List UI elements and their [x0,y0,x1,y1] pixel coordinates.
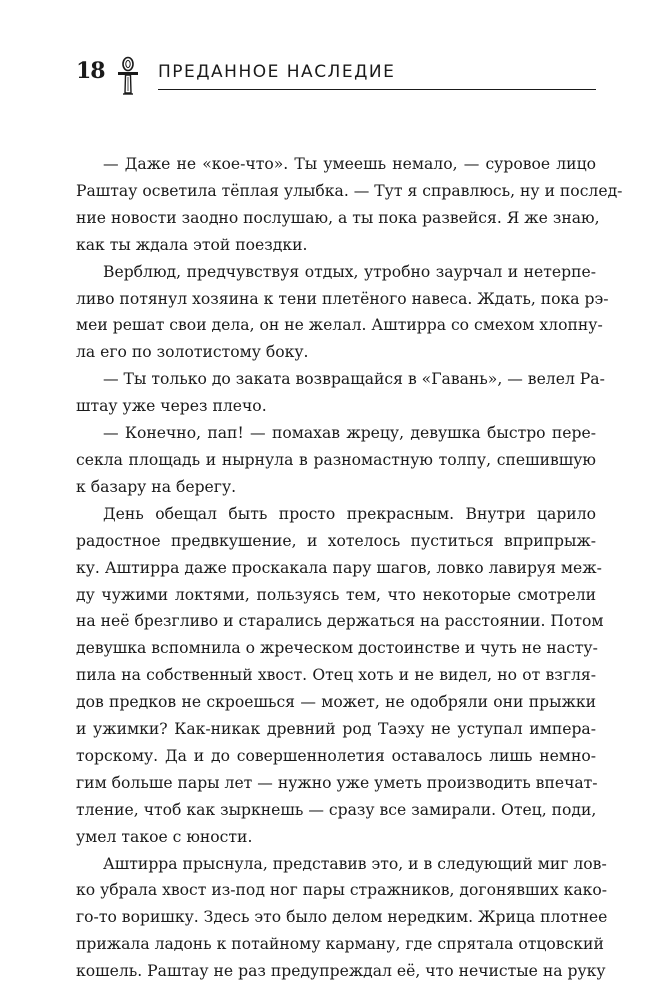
book-title: ПРЕДАННОЕ НАСЛЕДИЕ [158,62,396,82]
page-number: 18 [76,58,105,84]
paragraph [76,851,608,986]
text-line: ние новости заодно послушаю, а ты пока развейся. Я же знаю, [76,208,600,227]
text-line: на неё брезгливо и старались держаться на расстоянии. Потом [76,612,604,631]
text-line: и ужимки? Как-никак древний род Таэху не уступал импера- [76,720,596,739]
text-line: — Даже не «кое-что». Ты умеешь немало, — суровое лицо [103,155,596,173]
paragraph [76,501,604,851]
paragraph [76,151,623,259]
text-line: радостное предвкушение, и хотелось пуститься вприпрыж- [76,531,596,550]
text-line: тление, чтоб как зыркнешь — сразу все замирали. Отец, поди, [76,800,597,819]
paragraph [76,420,596,501]
text-line: секла площадь и нырнула в разномастную толпу, спешившую [76,450,596,469]
text-line: ко убрала хвост из-под ног пары стражников, догонявших како- [76,881,608,900]
text-line: девушка вспомнила о жреческом достоинстве и чуть не насту- [76,639,598,658]
text-line: пила на собственный хвост. Отец хоть и не видел, но от взгля- [76,666,596,685]
text-line: умел такое с юности. [76,827,253,846]
text-line: го-то воришку. Здесь это было делом нередким. Жрица плотнее [76,908,608,927]
text-line: Аштирра прыснула, представив это, и в следующий миг лов- [103,854,607,873]
text-line: ку. Аштирра даже проскакала пару шагов, ловко лавируя меж- [76,558,602,577]
text-line: ливо потянул хозяина к тени плетёного навеса. Ждать, пока рэ- [76,289,609,308]
text-line: как ты ждала этой поездки. [76,235,308,254]
text-line: к базару на берегу. [76,477,237,496]
text-line: ла его по золотистому боку. [76,343,309,362]
header-rule [158,89,596,90]
text-line: дов предков не скроешься — может, не одобряли они прыжки [76,693,596,712]
paragraph [76,259,609,367]
text-line: меи решат свои дела, он не желал. Аштирра со смехом хлопну- [76,316,603,335]
text-line: ду чужими локтями, пользуясь тем, что некоторые смотрели [76,585,596,604]
ankh-icon [117,56,139,96]
text-line: гим больше пары лет — нужно уже уметь производить впечат- [76,773,598,792]
text-line: кошель. Раштау не раз предупреждал её, что нечистые на руку [76,962,606,981]
text-line: — Конечно, пап! — помахав жрецу, девушка быстро пере- [103,424,596,443]
text-line: штау уже через плечо. [76,397,267,416]
text-line: Верблюд, предчувствуя отдых, утробно заурчал и нетерпе- [103,262,596,281]
text-line: День обещал быть просто прекрасным. Внутри царило [103,504,596,523]
text-line: торскому. Да и до совершеннолетия оставалось лишь немно- [76,746,596,765]
text-line: — Ты только до заката возвращайся в «Гавань», — велел Ра- [103,370,605,389]
body-text [76,151,623,985]
paragraph [76,366,605,420]
running-head [76,56,596,96]
text-line: прижала ладонь к потайному карману, где спрятала отцовский [76,935,604,954]
text-line: Раштау осветила тёплая улыбка. — Тут я справлюсь, ну и послед- [76,181,623,200]
